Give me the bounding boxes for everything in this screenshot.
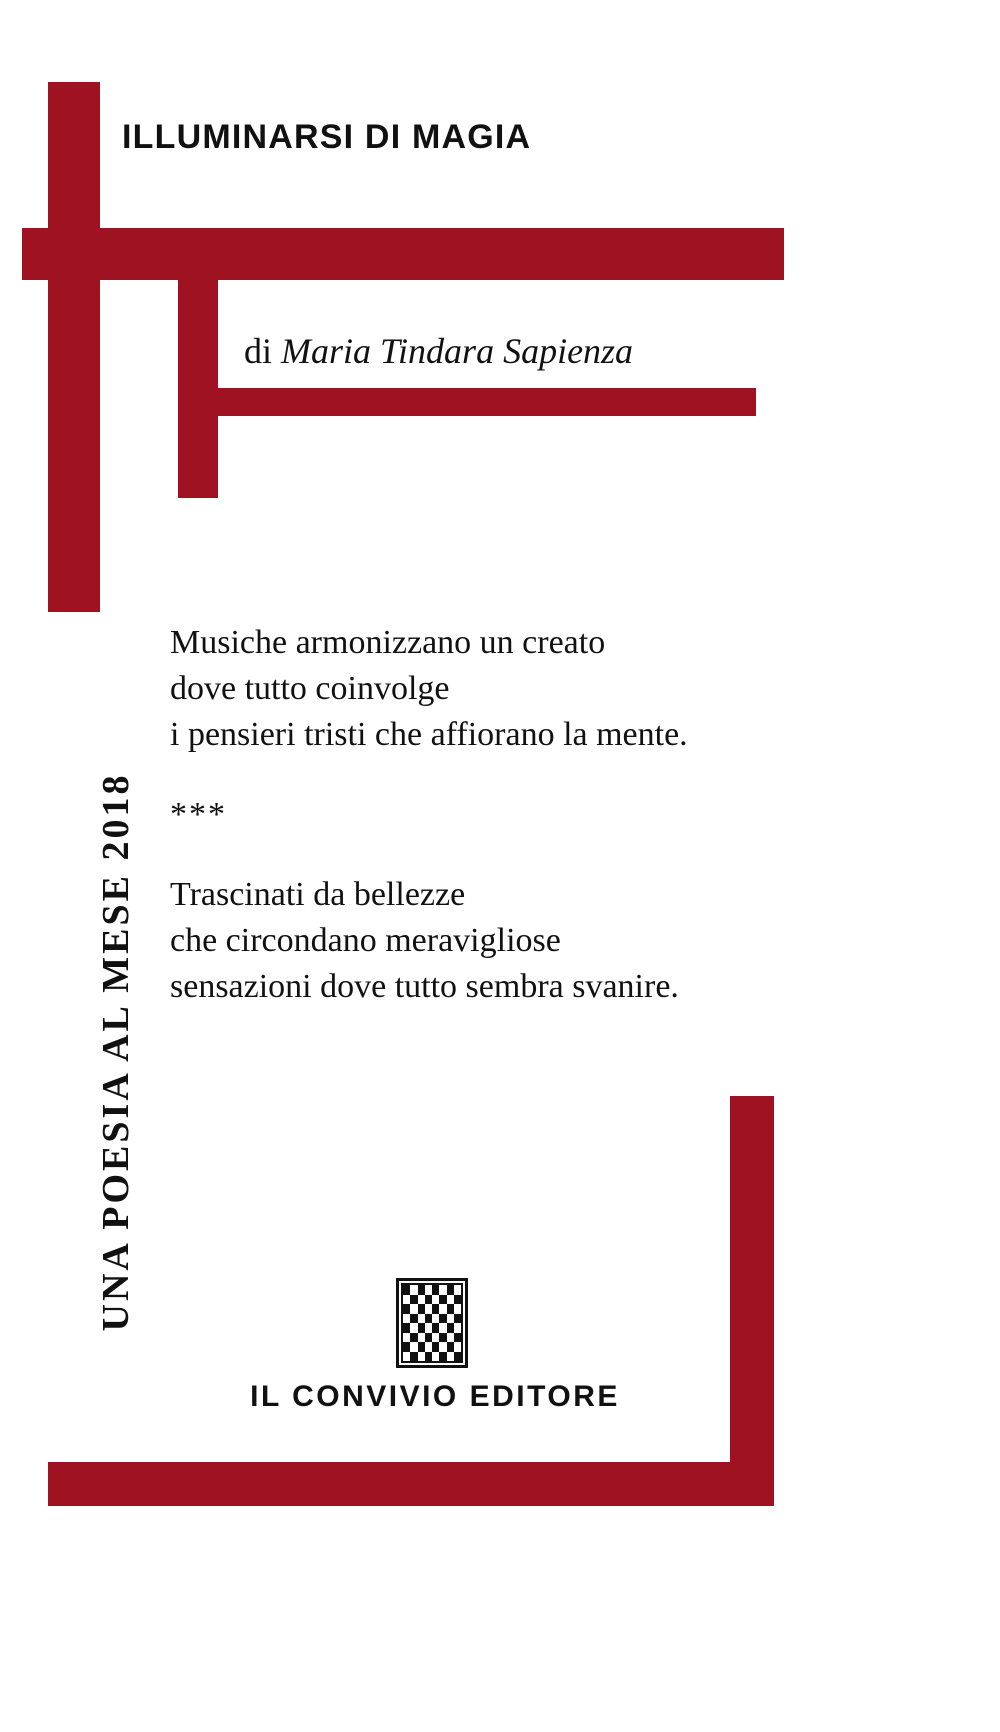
checkerboard-cell bbox=[425, 1323, 432, 1333]
checkerboard-cell bbox=[439, 1314, 446, 1324]
checkerboard-logo-icon bbox=[396, 1278, 468, 1368]
checkerboard-cell bbox=[403, 1285, 410, 1295]
checkerboard-cell bbox=[418, 1323, 425, 1333]
checkerboard-cell bbox=[447, 1352, 454, 1362]
checkerboard-cell bbox=[447, 1342, 454, 1352]
checkerboard-cell bbox=[403, 1352, 410, 1362]
checkerboard-cell bbox=[454, 1304, 461, 1314]
decorative-bar-left-vertical bbox=[48, 82, 100, 612]
publisher-name: IL CONVIVIO EDITORE bbox=[250, 1380, 620, 1413]
checkerboard-cell bbox=[432, 1333, 439, 1343]
checkerboard-cell bbox=[403, 1314, 410, 1324]
poem-stanza-two bbox=[170, 872, 870, 1010]
checkerboard-cell bbox=[403, 1323, 410, 1333]
checkerboard-cell bbox=[439, 1295, 446, 1305]
checkerboard-cell bbox=[410, 1323, 417, 1333]
checkerboard-grid bbox=[403, 1285, 461, 1361]
checkerboard-cell bbox=[447, 1323, 454, 1333]
checkerboard-cell bbox=[403, 1304, 410, 1314]
checkerboard-cell bbox=[418, 1352, 425, 1362]
series-spine-label: UNA POESIA AL MESE 2018 bbox=[95, 772, 137, 1332]
decorative-bar-top-horizontal bbox=[22, 228, 784, 280]
checkerboard-cell bbox=[418, 1342, 425, 1352]
checkerboard-cell bbox=[439, 1352, 446, 1362]
checkerboard-cell bbox=[418, 1333, 425, 1343]
poem-line: i pensieri tristi che affiorano la mente. bbox=[170, 716, 688, 753]
book-title: ILLUMINARSI DI MAGIA bbox=[122, 118, 532, 156]
poem-stanza-one bbox=[170, 620, 870, 758]
checkerboard-cell bbox=[447, 1295, 454, 1305]
checkerboard-cell bbox=[432, 1323, 439, 1333]
checkerboard-cell bbox=[418, 1285, 425, 1295]
author-name: Maria Tindara Sapienza bbox=[281, 331, 634, 371]
decorative-bar-bottom-vertical bbox=[730, 1096, 774, 1506]
checkerboard-cell bbox=[425, 1304, 432, 1314]
checkerboard-cell bbox=[454, 1314, 461, 1324]
checkerboard-cell bbox=[432, 1352, 439, 1362]
checkerboard-cell bbox=[418, 1295, 425, 1305]
checkerboard-cell bbox=[425, 1352, 432, 1362]
checkerboard-cell bbox=[447, 1314, 454, 1324]
checkerboard-cell bbox=[403, 1295, 410, 1305]
checkerboard-cell bbox=[454, 1342, 461, 1352]
checkerboard-cell bbox=[454, 1323, 461, 1333]
checkerboard-cell bbox=[432, 1295, 439, 1305]
checkerboard-cell bbox=[410, 1352, 417, 1362]
poem-body bbox=[170, 620, 870, 1010]
checkerboard-cell bbox=[425, 1314, 432, 1324]
poem-line: sensazioni dove tutto sembra svanire. bbox=[170, 968, 679, 1005]
checkerboard-cell bbox=[432, 1342, 439, 1352]
checkerboard-cell bbox=[403, 1342, 410, 1352]
checkerboard-cell bbox=[410, 1333, 417, 1343]
checkerboard-cell bbox=[439, 1285, 446, 1295]
checkerboard-cell bbox=[418, 1304, 425, 1314]
checkerboard-cell bbox=[403, 1333, 410, 1343]
decorative-bar-bottom-horizontal bbox=[48, 1462, 774, 1506]
checkerboard-cell bbox=[410, 1314, 417, 1324]
checkerboard-cell bbox=[439, 1323, 446, 1333]
checkerboard-cell bbox=[425, 1285, 432, 1295]
checkerboard-cell bbox=[439, 1333, 446, 1343]
checkerboard-cell bbox=[410, 1295, 417, 1305]
poem-line: Musiche armonizzano un creato bbox=[170, 624, 606, 661]
checkerboard-cell bbox=[425, 1333, 432, 1343]
checkerboard-cell bbox=[432, 1304, 439, 1314]
checkerboard-cell bbox=[439, 1304, 446, 1314]
poem-line: dove tutto coinvolge bbox=[170, 670, 450, 707]
checkerboard-cell bbox=[454, 1333, 461, 1343]
checkerboard-cell bbox=[410, 1304, 417, 1314]
poem-stanza-separator: *** bbox=[170, 796, 227, 833]
checkerboard-cell bbox=[447, 1333, 454, 1343]
checkerboard-cell bbox=[454, 1285, 461, 1295]
author-line bbox=[244, 330, 633, 372]
checkerboard-cell bbox=[410, 1342, 417, 1352]
checkerboard-cell bbox=[418, 1314, 425, 1324]
decorative-bar-author-horizontal bbox=[178, 388, 756, 416]
checkerboard-cell bbox=[432, 1314, 439, 1324]
checkerboard-cell bbox=[454, 1352, 461, 1362]
checkerboard-cell bbox=[447, 1304, 454, 1314]
checkerboard-cell bbox=[410, 1285, 417, 1295]
checkerboard-cell bbox=[425, 1295, 432, 1305]
checkerboard-cell bbox=[425, 1342, 432, 1352]
checkerboard-cell bbox=[432, 1285, 439, 1295]
checkerboard-cell bbox=[439, 1342, 446, 1352]
poem-line: Trascinati da bellezze bbox=[170, 876, 466, 913]
checkerboard-cell bbox=[447, 1285, 454, 1295]
poem-line: che circondano meravigliose bbox=[170, 922, 561, 959]
author-prefix: di bbox=[244, 331, 282, 371]
checkerboard-cell bbox=[454, 1295, 461, 1305]
